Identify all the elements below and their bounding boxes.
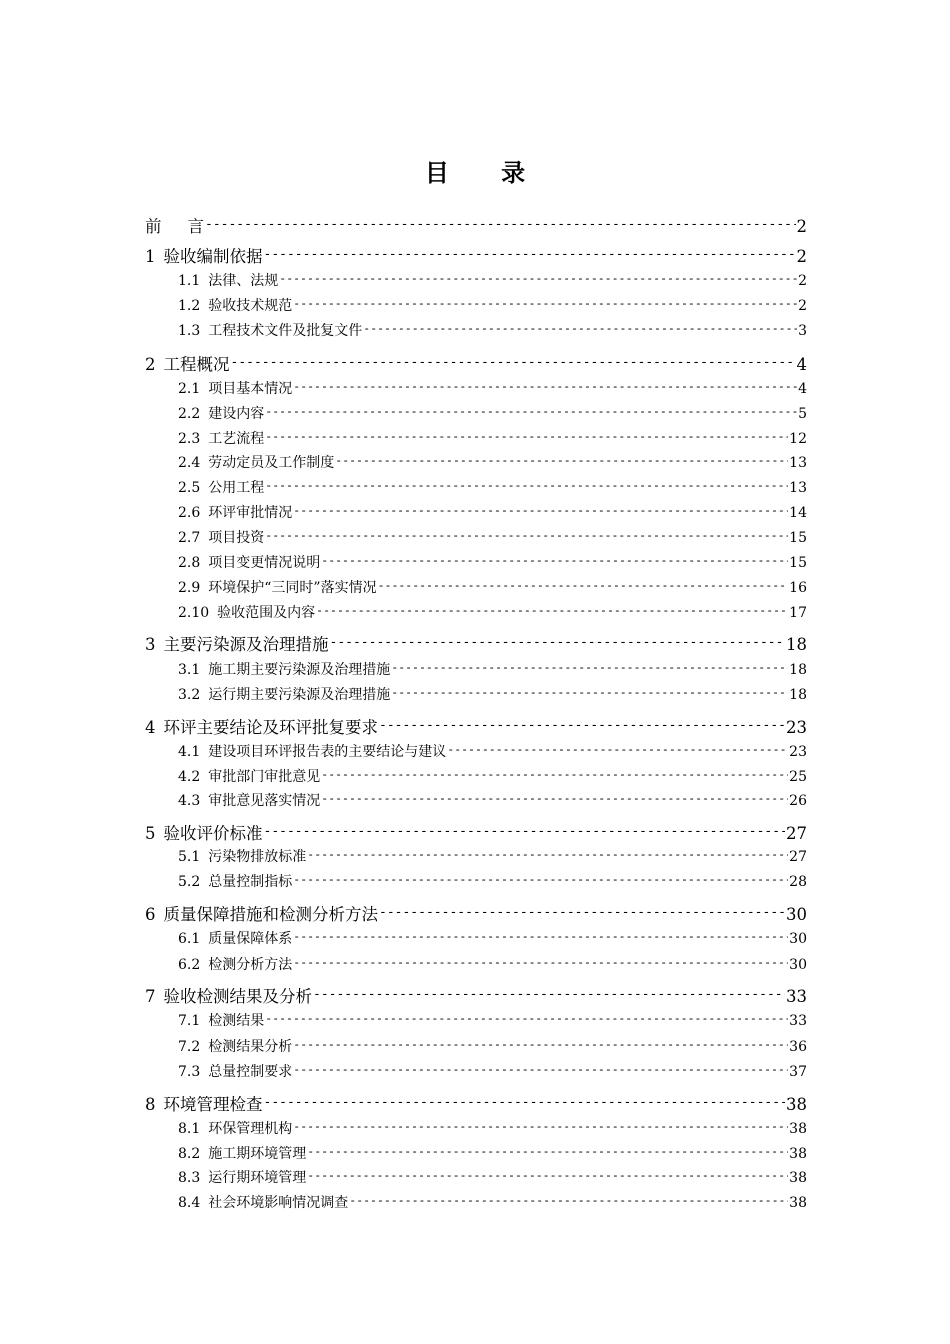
toc-leader-dashes [316,603,788,617]
toc-entry-number: 7 [145,987,156,1006]
toc-entry-number: 2.7 [178,530,201,546]
toc-section-entry [178,577,807,597]
toc-section-entry [178,403,807,423]
toc-entry-title: 环评审批情况 [208,505,293,521]
toc-page-number: 30 [789,957,807,973]
toc-leader-dashes [293,955,788,969]
toc-section-entry [178,684,807,704]
toc-page-number: 2 [798,273,807,289]
toc-section-entry [178,790,807,810]
toc-entry-number: 3.1 [178,662,201,678]
toc-leader-dashes [321,553,788,567]
toc-page-number: 25 [789,769,807,785]
toc-page-number: 18 [789,687,807,703]
toc-entry-number: 2.8 [178,555,201,571]
toc-page-number: 12 [789,431,807,447]
toc-section-entry [178,452,807,472]
toc-page-number: 4 [798,381,807,397]
toc-section-entry [178,602,807,622]
toc-entry-number: 5.1 [178,849,201,865]
toc-entry-title: 劳动定员及工作制度 [208,455,335,471]
toc-entry-number: 8.3 [178,1170,201,1186]
toc-entry-number: 5 [145,824,156,843]
toc-section-entry [178,295,807,315]
toc-leader-dashes [293,1037,788,1051]
toc-leader-dashes [265,1011,788,1025]
toc-page-number: 15 [789,555,807,571]
toc-page-number: 38 [789,1146,807,1162]
toc-entry-number: 6.2 [178,957,201,973]
toc-section-entry [178,378,807,398]
toc-leader-dashes [231,354,796,371]
toc-page-number: 3 [798,323,807,339]
toc-entry-number: 2.10 [178,605,210,621]
toc-section-entry [178,270,807,290]
toc-chapter-entry [145,983,807,1007]
toc-entry-number: 8.4 [178,1195,201,1211]
toc-entry-number: 4.3 [178,793,201,809]
toc-page-number: 15 [789,530,807,546]
toc-entry-title: 建设内容 [208,406,265,422]
toc-entry-title: 验收检测结果及分析 [163,987,312,1006]
toc-section-entry [178,954,807,974]
toc-entry-number: 2.2 [178,406,201,422]
toc-entry-title: 运行期环境管理 [208,1170,307,1186]
toc-section-entry [178,846,807,866]
toc-page-number: 38 [789,1121,807,1137]
toc-entry-number: 2.1 [178,381,201,397]
toc-section-entry [178,477,807,497]
toc-leader-dashes [293,929,788,943]
toc-entry-title: 总量控制要求 [208,1064,293,1080]
toc-leader-dashes [265,528,788,542]
toc-entry-number: 7.3 [178,1064,201,1080]
toc-entry-number: 1.1 [178,273,201,289]
toc-leader-dashes [307,1168,788,1182]
toc-entry-number: 7.1 [178,1013,201,1029]
toc-entry-number: 4 [145,718,156,737]
toc-entry-number: 2 [145,355,156,374]
toc-page-number: 14 [789,505,807,521]
toc-page-number: 30 [789,931,807,947]
toc-entry-title: 环境管理检查 [163,1095,263,1114]
toc-entry-title: 质量保障措施和检测分析方法 [163,905,378,924]
toc-entry-number: 1 [145,247,156,266]
toc-section-entry [178,1036,807,1056]
toc-page-number: 18 [786,635,807,654]
toc-leader-dashes [391,660,788,674]
toc-section-entry [178,928,807,948]
toc-entry-number: 1.2 [178,298,201,314]
toc-entry-number: 3 [145,635,156,654]
toc-entry-title: 法律、法规 [208,273,279,289]
toc-page-number: 2 [796,247,807,266]
toc-leader-dashes [265,478,788,492]
toc-section-entry [178,659,807,679]
toc-page-number: 2 [796,217,807,236]
toc-entry-title: 施工期环境管理 [208,1146,307,1162]
toc-leader-dashes [293,872,788,886]
toc-section-entry [178,1010,807,1030]
toc-section-entry [178,428,807,448]
toc-entry-number: 8 [145,1095,156,1114]
toc-entry-title: 环保管理机构 [208,1121,293,1137]
toc-leader-dashes [378,578,789,592]
toc-section-entry [178,1192,807,1212]
toc-page-number: 5 [798,406,807,422]
toc-entry-title: 施工期主要污染源及治理措施 [208,662,391,678]
toc-chapter-entry [145,714,807,738]
toc-section-entry [178,1167,807,1187]
toc-leader-dashes [264,246,796,263]
toc-leader-dashes [279,271,797,285]
toc-chapter-entry [145,213,807,237]
toc-entry-number: 3.2 [178,687,201,703]
toc-page-number: 23 [789,744,807,760]
toc-entry-number: 8.2 [178,1146,201,1162]
toc-entry-title: 污染物排放标准 [208,849,307,865]
toc-entry-title: 项目变更情况说明 [208,555,321,571]
toc-leader-dashes [330,634,786,651]
toc-page-number: 26 [789,793,807,809]
toc-entry-number: 7.2 [178,1039,201,1055]
toc-leader-dashes [307,1144,788,1158]
toc-leader-dashes [349,1193,788,1207]
toc-entry-number: 6.1 [178,931,201,947]
toc-page-number: 17 [789,605,807,621]
toc-entry-number: 8.1 [178,1121,201,1137]
toc-entry-title: 总量控制指标 [208,874,293,890]
toc-leader-dashes [335,453,788,467]
toc-entry-title: 公用工程 [208,480,265,496]
toc-section-entry [178,1061,807,1081]
toc-page-number: 33 [789,1013,807,1029]
toc-page-number: 4 [796,355,807,374]
toc-leader-dashes [293,379,797,393]
toc-entry-title: 检测结果 [208,1013,265,1029]
toc-page-number: 16 [789,580,807,596]
toc-section-entry [178,502,807,522]
toc-leader-dashes [205,216,796,233]
toc-leader-dashes [293,503,788,517]
toc-page-number: 13 [789,455,807,471]
toc-entry-number: 2.5 [178,480,201,496]
toc-page-number: 33 [786,987,807,1006]
toc-entry-title: 建设项目环评报告表的主要结论与建议 [208,744,447,760]
toc-leader-dashes [264,1094,786,1111]
toc-entry-number: 2.3 [178,431,201,447]
toc-leader-dashes [363,321,797,335]
toc-chapter-entry [145,351,807,375]
toc-entry-title: 检测分析方法 [208,957,293,973]
toc-page-number: 28 [789,874,807,890]
toc-leader-dashes [379,904,785,921]
toc-entry-title: 审批部门审批意见 [208,769,321,785]
toc-entry-title: 运行期主要污染源及治理措施 [208,687,391,703]
toc-entry-title: 工艺流程 [208,431,265,447]
toc-page-number: 13 [789,480,807,496]
toc-leader-dashes [265,429,788,443]
toc-entry-number: 5.2 [178,874,201,890]
toc-page-number: 36 [789,1039,807,1055]
toc-entry-title: 环境保护“三同时”落实情况 [208,580,377,596]
toc-page-number: 18 [789,662,807,678]
toc-entry-number: 前 [145,217,162,236]
toc-chapter-entry [145,901,807,925]
toc-leader-dashes [265,404,797,418]
toc-entry-title: 工程概况 [163,355,230,374]
toc-page-number: 38 [789,1170,807,1186]
toc-section-entry [178,320,807,340]
toc-entry-title: 验收技术规范 [208,298,293,314]
toc-leader-dashes [379,717,785,734]
toc-page-number: 38 [786,1095,807,1114]
toc-entry-title: 验收评价标准 [163,824,263,843]
toc-entry-title: 工程技术文件及批复文件 [208,323,363,339]
toc-entry-title: 验收范围及内容 [217,605,316,621]
toc-section-entry [178,871,807,891]
toc-entry-number: 1.3 [178,323,201,339]
toc-leader-dashes [313,986,785,1003]
toc-entry-title: 环评主要结论及环评批复要求 [163,718,378,737]
toc-entry-number: 2.4 [178,455,201,471]
toc-section-entry [178,1118,807,1138]
toc-leader-dashes [391,685,788,699]
toc-leader-dashes [447,742,788,756]
toc-entry-title: 言 [187,217,204,236]
toc-page-number: 27 [786,824,807,843]
toc-leader-dashes [307,847,788,861]
toc-leader-dashes [264,823,786,840]
toc-entry-title: 项目投资 [208,530,265,546]
toc-entry-number: 2.9 [178,580,201,596]
toc-leader-dashes [293,296,797,310]
page-title: 目 录 [424,158,548,187]
toc-chapter-entry [145,1091,807,1115]
toc-entry-number: 4.2 [178,769,201,785]
toc-leader-dashes [293,1119,788,1133]
toc-chapter-entry [145,820,807,844]
toc-page-number: 23 [786,718,807,737]
toc-entry-number: 2.6 [178,505,201,521]
toc-section-entry [178,552,807,572]
toc-entry-number: 6 [145,905,156,924]
toc-chapter-entry [145,631,807,655]
toc-page-number: 27 [789,849,807,865]
toc-leader-dashes [321,791,788,805]
toc-entry-title: 检测结果分析 [208,1039,293,1055]
toc-leader-dashes [321,767,788,781]
toc-page-number: 37 [789,1064,807,1080]
toc-page-number: 30 [786,905,807,924]
toc-entry-title: 审批意见落实情况 [208,793,321,809]
toc-entry-title: 主要污染源及治理措施 [163,635,329,654]
toc-section-entry [178,1143,807,1163]
toc-entry-title: 社会环境影响情况调查 [208,1195,349,1211]
toc-page-number: 2 [798,298,807,314]
toc-section-entry [178,527,807,547]
toc-entry-title: 项目基本情况 [208,381,293,397]
toc-entry-number: 4.1 [178,744,201,760]
toc-entry-title: 验收编制依据 [163,247,263,266]
toc-entry-title: 质量保障体系 [208,931,293,947]
toc-leader-dashes [293,1062,788,1076]
toc-section-entry [178,741,807,761]
toc-page-number: 38 [789,1195,807,1211]
toc-chapter-entry [145,243,807,267]
toc-section-entry [178,766,807,786]
